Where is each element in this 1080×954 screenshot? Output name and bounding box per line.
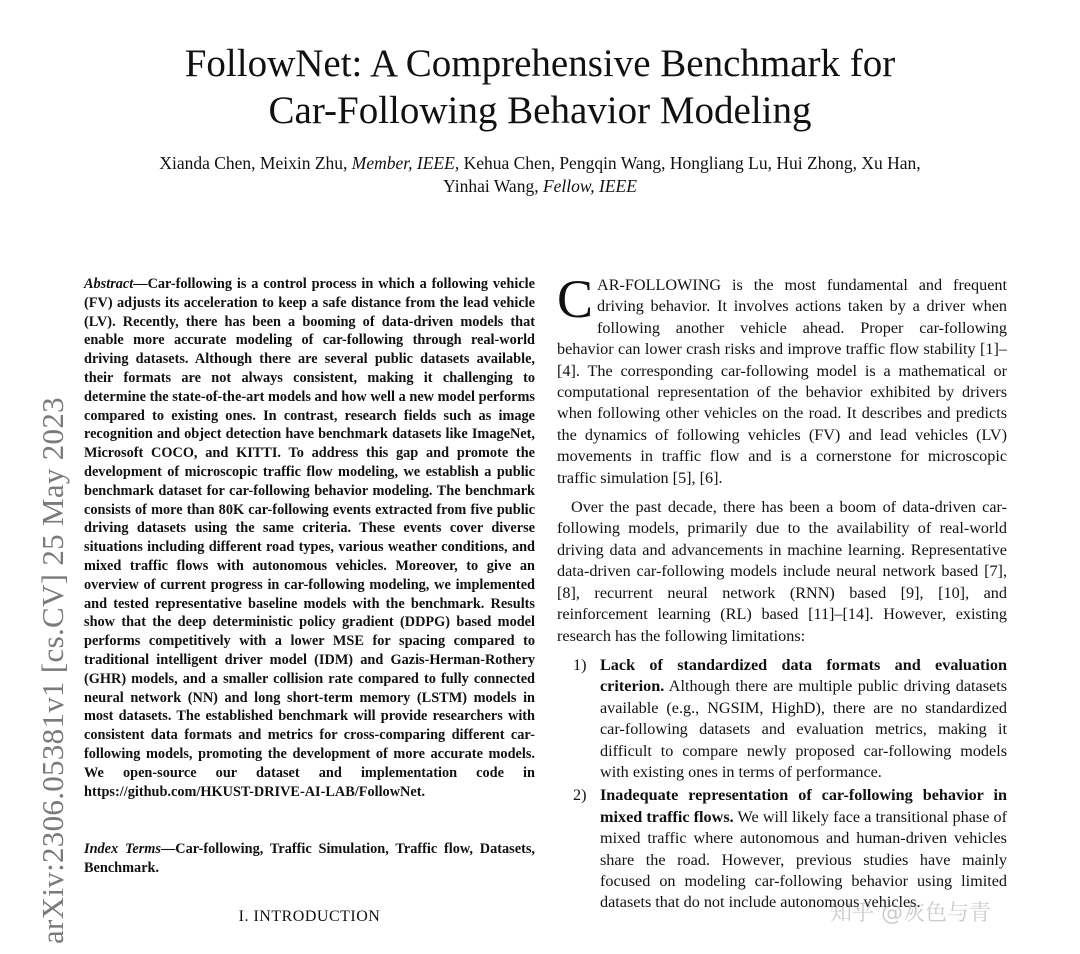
list-item bbox=[557, 785, 1007, 913]
authors-names-a: Xianda Chen, Meixin Zhu, bbox=[159, 153, 352, 173]
arxiv-identifier: arXiv:2306.05381v1 [cs.CV] 25 May 2023 bbox=[35, 397, 70, 944]
title-line-1: FollowNet: A Comprehensive Benchmark for bbox=[184, 42, 896, 85]
abstract-text: —Car-following is a control process in which a following vehicle (FV) adjusts its acceleration to keep a safe distance from the lead vehicle (LV). Recently, there has been a booming of data-driven models that enable more accurate modeling of car-following through real-world driving datasets. Although there are several public datasets available, their formats are not always consistent, making it challenging to determine the state-of-the-art models and how well a new model performs compared to existing ones. In contrast, research fields such as image recognition and object detection have benchmark datasets like ImageNet, Microsoft COCO, and KITTI. To address this gap and promote the development of microscopic traffic flow modeling, we establish a public benchmark dataset for car-following behavior modeling. The benchmark consists of more than 80K car-following events extracted from five public driving datasets using the same criteria. These events cover diverse situations including different road types, various weather conditions, and mixed traffic flows with autonomous vehicles. Moreover, to give an overview of current progress in car-following modeling, we implemented and tested representative baseline models with the benchmark. Results show that the deep deterministic policy gradient (DDPG) based model performs competitively with a lower MSE for spacing compared to traditional intelligent driver model (IDM) and Gazis-Herman-Rothery (GHR) models, and a smaller collision rate compared to fully connected neural network (NN) and long short-term memory (LSTM) models in most datasets. The established benchmark will provide researchers with consistent data formats and metrics for cross-comparing different car-following models, promoting the development of more accurate models. We open-source our dataset and implementation code in https://github.com/HKUST-DRIVE-AI-LAB/FollowNet. bbox=[84, 276, 535, 800]
list-item-heading: Inadequate representation of car-following behavior in mixed traffic flows. bbox=[600, 786, 1007, 826]
introduction-body bbox=[557, 269, 1007, 916]
abstract bbox=[84, 275, 535, 801]
list-item-number: 1) bbox=[573, 655, 587, 674]
list-item-text: We will likely face a transitional phase of mixed traffic where autonomous and human-driven vehicles share the road. However, previous studies have mainly focused on modeling car-following behavior using limited datasets that do not include autonomous vehicles. bbox=[600, 807, 1007, 912]
index-terms-text: —Car-following, Traffic Simulation, Traffic flow, Datasets, Benchmark. bbox=[84, 841, 535, 876]
author-member-title: Member, IEEE, bbox=[351, 153, 460, 173]
drop-cap: C bbox=[557, 269, 594, 329]
intro-paragraph-2: Over the past decade, there has been a boom of data-driven car-following models, primarily due to the availability of real-world driving data and advancements in machine learning. Representative data-driven car-following models include neural network based [7], [8], recurrent neural network (RNN) based [9], [10], and reinforcement learning (RL) based [11]–[14]. However, existing research has the following limitations: bbox=[557, 498, 1007, 645]
list-item-text: Although there are multiple public driving datasets available (e.g., NGSIM, HighD), there are no standardized car-following datasets and evaluation metrics, making it difficult to compare newly proposed car-following models with existing ones in terms of performance. bbox=[600, 677, 1007, 781]
authors-names-b: Kehua Chen, Pengqin Wang, Hongliang Lu, Hui Zhong, Xu Han, bbox=[459, 153, 921, 173]
index-terms bbox=[84, 840, 535, 878]
section-heading-introduction: I. INTRODUCTION bbox=[238, 908, 381, 925]
abstract-label: Abstract bbox=[84, 276, 134, 292]
author-fellow-title: Fellow, IEEE bbox=[542, 176, 637, 196]
paper-title bbox=[0, 40, 1080, 134]
list-item-number: 2) bbox=[573, 786, 587, 805]
watermark: 知乎 @灰色与青 bbox=[830, 901, 991, 926]
intro-paragraph-1-text: AR-FOLLOWING is the most fundamental and frequent driving behavior. It involves actions taken by a driver when following another vehicle ahead. Proper car-following behavior can lower crash risks and improve traffic flow stability [1]–[4]. The corresponding car-following model is a mathematical or computational representation of the behavior exhibited by drivers when following other vehicles on the road. It describes and predicts the dynamics of following vehicles (FV) and lead vehicles (LV) movements in traffic flow and is a cornerstone for microscopic traffic simulation [5], [6]. bbox=[557, 276, 1007, 487]
authors-line-2 bbox=[60, 175, 1020, 198]
author-list bbox=[60, 152, 1020, 198]
authors-line-1 bbox=[60, 152, 1020, 175]
list-item-heading: Lack of standardized data formats and evaluation criterion. bbox=[600, 655, 1007, 696]
title-line-2: Car-Following Behavior Modeling bbox=[268, 89, 812, 132]
index-terms-label: Index Terms bbox=[84, 841, 161, 857]
authors-names-c: Yinhai Wang, bbox=[443, 176, 543, 196]
intro-paragraph-1 bbox=[557, 269, 1007, 489]
list-item bbox=[557, 655, 1007, 783]
